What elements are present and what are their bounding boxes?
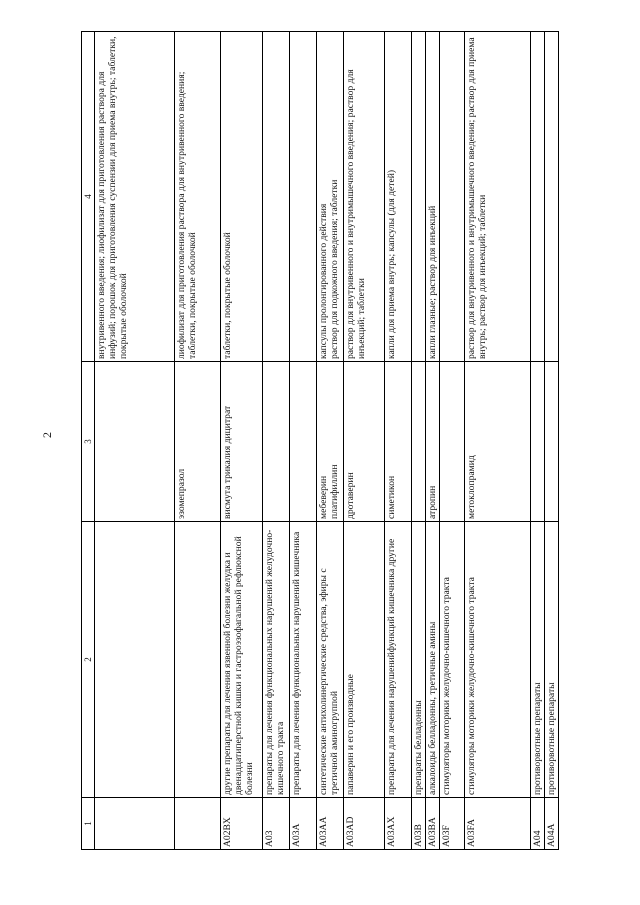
- cell-code: A03: [263, 798, 290, 850]
- cell-code: A02BX: [221, 798, 263, 850]
- cell-group: [175, 522, 221, 798]
- cell-drug: [290, 362, 317, 522]
- cell-forms: [440, 32, 465, 362]
- drug-table: [81, 31, 559, 850]
- cell-code: A04A: [545, 798, 559, 850]
- cell-code: A03BA: [426, 798, 440, 850]
- cell-group: препараты для лечения функциональных нарушений кишечника: [290, 522, 317, 798]
- table-row: [263, 32, 290, 850]
- cell-forms: лиофилизат для приготовления раствора для внутривенного введения; таблетки, покрытые оболочкой: [175, 32, 221, 362]
- cell-code: A03AX: [385, 798, 412, 850]
- header-col-1: 1: [82, 798, 95, 850]
- cell-drug: атропин: [426, 362, 440, 522]
- cell-group: стимуляторы моторики желудочно-кишечного тракта: [465, 522, 531, 798]
- cell-group: другие препараты для лечения язвенной болезни желудка и двенадцатиперстной кишки и гастроэзофагальной рефлюксной болезни: [221, 522, 263, 798]
- cell-forms: раствор для внутривенного и внутримышечного введения; раствор для приема внутрь; раствор для инъекций; таблетки: [465, 32, 531, 362]
- table-row: [545, 32, 559, 850]
- cell-drug: [545, 362, 559, 522]
- table-row: [344, 32, 385, 850]
- cell-code: A03AD: [344, 798, 385, 850]
- cell-drug: симетикон: [385, 362, 412, 522]
- table-row: [440, 32, 465, 850]
- cell-drug: висмута трикалия дицитрат: [221, 362, 263, 522]
- table-row: [465, 32, 531, 850]
- cell-drug: [531, 362, 545, 522]
- cell-group: [95, 522, 175, 798]
- table-body: [95, 32, 559, 850]
- table-row: [175, 32, 221, 850]
- cell-code: [95, 798, 175, 850]
- cell-code: A03AA: [317, 798, 344, 850]
- cell-code: A03F: [440, 798, 465, 850]
- cell-forms: раствор для внутривенного и внутримышечного введения; раствор для инъекций; таблетки: [344, 32, 385, 362]
- table-row: [412, 32, 426, 850]
- cell-forms: [412, 32, 426, 362]
- cell-drug: [440, 362, 465, 522]
- header-col-2: 2: [82, 522, 95, 798]
- table-row: [426, 32, 440, 850]
- cell-forms: капсулы пролонгированного действия раствор для подкожного введения; таблетки: [317, 32, 344, 362]
- cell-drug: [263, 362, 290, 522]
- table-row: [531, 32, 545, 850]
- cell-code: A03A: [290, 798, 317, 850]
- cell-forms: [290, 32, 317, 362]
- cell-code: [175, 798, 221, 850]
- rotated-table-container: [81, 32, 589, 850]
- cell-forms: [263, 32, 290, 362]
- cell-forms: внутривенного введения; лиофилизат для приготовления раствора для инфузий; порошок для приготовления суспензии для приема внутрь; таблетки, покрытые оболочкой: [95, 32, 175, 362]
- table-row: [95, 32, 175, 850]
- cell-code: A03FA: [465, 798, 531, 850]
- cell-group: противорвотные препараты: [531, 522, 545, 798]
- cell-group: препараты для лечения функциональных нарушений желудочно-кишечного тракта: [263, 522, 290, 798]
- cell-code: A04: [531, 798, 545, 850]
- cell-forms: таблетки, покрытые оболочкой: [221, 32, 263, 362]
- page-number: 2: [40, 432, 54, 438]
- cell-group: стимуляторы моторики желудочно-кишечного тракта: [440, 522, 465, 798]
- cell-group: синтетические антихолинергические средства, эфиры с третичной аминогруппой: [317, 522, 344, 798]
- cell-group: препараты белладонны: [412, 522, 426, 798]
- cell-forms: [545, 32, 559, 362]
- cell-drug: метоклопрамид: [465, 362, 531, 522]
- cell-drug: дротаверин: [344, 362, 385, 522]
- cell-group: противорвотные препараты: [545, 522, 559, 798]
- header-col-3: 3: [82, 362, 95, 522]
- table-row: [385, 32, 412, 850]
- table-row: [221, 32, 263, 850]
- header-row: [82, 32, 95, 850]
- cell-group: алкалоиды белладонны, третичные амины: [426, 522, 440, 798]
- cell-drug: [412, 362, 426, 522]
- table-row: [317, 32, 344, 850]
- cell-drug: эзомепразол: [175, 362, 221, 522]
- cell-drug: мебеверин платифиллин: [317, 362, 344, 522]
- header-col-4: 4: [82, 32, 95, 362]
- cell-forms: [531, 32, 545, 362]
- cell-drug: [95, 362, 175, 522]
- cell-code: A03B: [412, 798, 426, 850]
- table-row: [290, 32, 317, 850]
- cell-forms: капли для приема внутрь; капсулы (для детей): [385, 32, 412, 362]
- cell-group: препараты для лечения нарушенийфункций кишечника другие: [385, 522, 412, 798]
- cell-forms: капли глазные; раствор для инъекций: [426, 32, 440, 362]
- cell-group: папаверин и его производные: [344, 522, 385, 798]
